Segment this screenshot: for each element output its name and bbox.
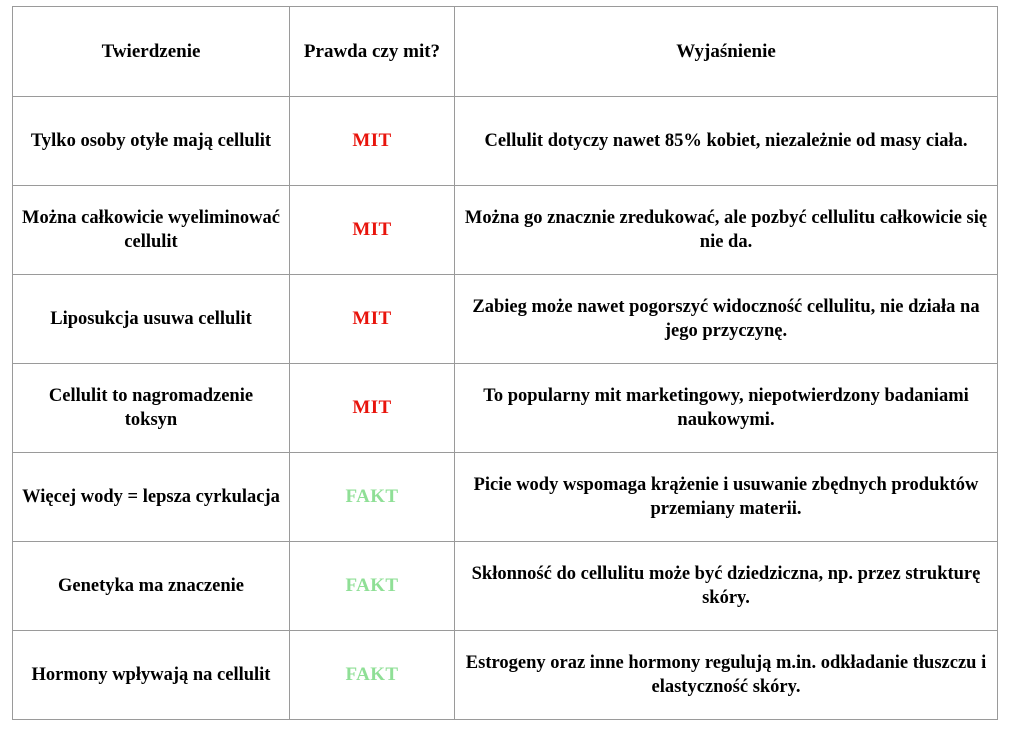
- table-header-row: [13, 7, 998, 97]
- cell-claim: Cellulit to nagromadzenie toksyn: [13, 364, 290, 453]
- column-header-claim: Twierdzenie: [13, 7, 290, 97]
- cell-verdict: FAKT: [290, 542, 455, 631]
- cell-explanation: Picie wody wspomaga krążenie i usuwanie zbędnych produktów przemiany materii.: [455, 453, 998, 542]
- cell-explanation: Zabieg może nawet pogorszyć widoczność cellulitu, nie działa na jego przyczynę.: [455, 275, 998, 364]
- cell-explanation: Skłonność do cellulitu może być dziedziczna, np. przez strukturę skóry.: [455, 542, 998, 631]
- cell-claim: Więcej wody = lepsza cyrkulacja: [13, 453, 290, 542]
- cell-verdict: MIT: [290, 275, 455, 364]
- cell-verdict: MIT: [290, 97, 455, 186]
- cell-verdict: MIT: [290, 364, 455, 453]
- cell-verdict: FAKT: [290, 631, 455, 720]
- table-row: [13, 542, 998, 631]
- cell-claim: Można całkowicie wyeliminować cellulit: [13, 186, 290, 275]
- table-header: [13, 7, 998, 97]
- myth-fact-table: [12, 6, 998, 720]
- table-row: [13, 97, 998, 186]
- cell-claim: Tylko osoby otyłe mają cellulit: [13, 97, 290, 186]
- table-row: [13, 186, 998, 275]
- table-row: [13, 275, 998, 364]
- cell-verdict: MIT: [290, 186, 455, 275]
- cell-explanation: To popularny mit marketingowy, niepotwierdzony badaniami naukowymi.: [455, 364, 998, 453]
- table-row: [13, 364, 998, 453]
- table-row: [13, 631, 998, 720]
- table-body: [13, 97, 998, 720]
- table-row: [13, 453, 998, 542]
- cell-claim: Genetyka ma znaczenie: [13, 542, 290, 631]
- cell-explanation: Cellulit dotyczy nawet 85% kobiet, niezależnie od masy ciała.: [455, 97, 998, 186]
- cell-claim: Liposukcja usuwa cellulit: [13, 275, 290, 364]
- cell-claim: Hormony wpływają na cellulit: [13, 631, 290, 720]
- column-header-verdict: Prawda czy mit?: [290, 7, 455, 97]
- column-header-explanation: Wyjaśnienie: [455, 7, 998, 97]
- cell-verdict: FAKT: [290, 453, 455, 542]
- cell-explanation: Estrogeny oraz inne hormony regulują m.in. odkładanie tłuszczu i elastyczność skóry.: [455, 631, 998, 720]
- cell-explanation: Można go znacznie zredukować, ale pozbyć cellulitu całkowicie się nie da.: [455, 186, 998, 275]
